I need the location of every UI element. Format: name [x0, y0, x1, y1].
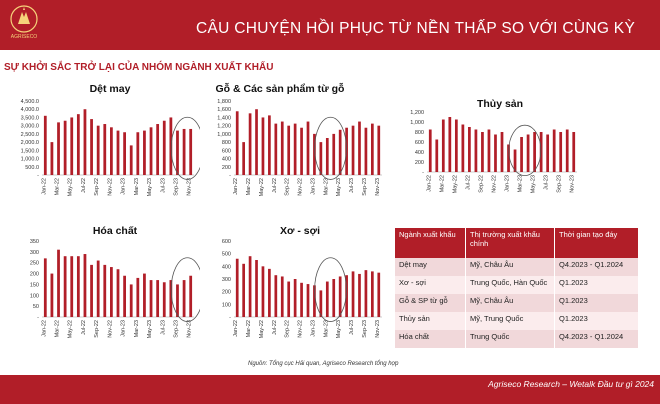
x-tick-label: May-22	[452, 175, 459, 194]
y-tick-label: 400	[221, 264, 231, 271]
x-tick-label: Sep-22	[284, 320, 291, 338]
table-row	[395, 312, 639, 330]
x-tick-label: Mar-22	[439, 175, 446, 193]
table-header-cell: Ngành xuất khẩu	[395, 228, 466, 258]
table-cell: Dệt may	[395, 258, 466, 276]
table-cell: Trung Quốc, Hàn Quốc	[466, 276, 555, 294]
x-tick-label: Sep-23	[361, 320, 368, 338]
bar-Jul-23	[352, 126, 355, 175]
bar-Feb-22	[242, 264, 245, 317]
bar-Jul-22	[84, 254, 87, 317]
bar-Jul-23	[352, 271, 355, 317]
y-tick-label: 500.0	[25, 164, 39, 171]
x-tick-label: Jul-22	[80, 320, 87, 335]
bar-Aug-22	[90, 265, 93, 317]
chart-hoa-chat	[0, 237, 200, 347]
chart-title-hoa-chat: Hóa chất	[92, 225, 138, 237]
section-subtitle: SỰ KHỞI SẮC TRỞ LẠI CỦA NHÓM NGÀNH XUẤT KHẨU	[4, 62, 274, 73]
bar-Jan-22	[429, 130, 432, 173]
y-tick-label: 3,500.0	[20, 115, 39, 122]
bar-Apr-22	[255, 109, 258, 175]
bar-Aug-22	[90, 119, 93, 175]
bar-Oct-22	[103, 265, 106, 317]
y-tick-label: -	[229, 315, 231, 321]
x-tick-label: Sep-23	[173, 178, 180, 196]
y-tick-label: 100	[221, 302, 231, 309]
bar-Apr-23	[143, 131, 146, 175]
x-tick-label: Jul-23	[543, 175, 550, 190]
chart-title-xo-soi: Xơ - sợi	[279, 225, 321, 237]
x-tick-label: Jan-22	[41, 178, 48, 195]
footer-text: Agriseco Research – Wetalk Đầu tư gì 2024	[488, 379, 654, 389]
x-tick-label: Sep-22	[284, 178, 291, 196]
y-tick-label: 1,200	[410, 110, 424, 116]
x-tick-label: Jan-23	[310, 320, 317, 337]
y-tick-label: 1,800	[217, 99, 231, 105]
bar-Mar-23	[136, 132, 139, 175]
x-tick-label: Jul-23	[349, 178, 356, 193]
bar-Feb-22	[51, 142, 54, 175]
bar-Mar-22	[249, 256, 252, 317]
bar-Oct-23	[183, 280, 186, 317]
x-tick-label: May-23	[147, 320, 154, 339]
bar-May-23	[150, 280, 153, 317]
bar-Sep-22	[481, 132, 484, 172]
bar-Oct-22	[294, 124, 297, 175]
bar-Jun-23	[156, 280, 159, 317]
table-cell: Thủy sản	[395, 312, 466, 330]
x-tick-label: May-23	[530, 175, 537, 194]
bar-Feb-22	[242, 142, 245, 175]
trough-highlight-ellipse	[171, 117, 200, 179]
bar-Nov-23	[377, 273, 380, 317]
bar-Aug-23	[553, 130, 556, 173]
source-note: Nguồn: Tổng cục Hải quan, Agriseco Research tổng hợp	[248, 361, 399, 367]
chart-thuy-san	[393, 108, 583, 203]
table-cell: Q1.2023	[555, 276, 639, 294]
y-tick-label: -	[422, 170, 424, 176]
x-tick-label: Jan-23	[310, 178, 317, 195]
bar-Apr-23	[332, 134, 335, 175]
y-tick-label: 3,000.0	[20, 123, 39, 130]
x-tick-label: Jul-22	[271, 320, 278, 335]
x-tick-label: Mar-23	[133, 320, 140, 338]
bar-Feb-22	[435, 140, 438, 173]
x-tick-label: Jul-23	[160, 178, 167, 193]
x-tick-label: Mar-22	[54, 320, 61, 338]
bar-Jun-23	[156, 124, 159, 175]
table-cell: Q1.2023	[555, 312, 639, 330]
y-tick-label: 1,400	[217, 115, 231, 122]
y-tick-label: 200	[221, 164, 231, 171]
bar-Sep-23	[365, 128, 368, 175]
bar-Sep-23	[365, 270, 368, 317]
y-tick-label: 200	[29, 271, 39, 278]
table-cell: Mỹ, Châu Âu	[466, 294, 555, 312]
bar-Nov-22	[110, 267, 113, 317]
bar-Feb-23	[130, 284, 133, 317]
bar-Dec-22	[307, 284, 310, 317]
x-tick-label: Jul-23	[160, 320, 167, 335]
y-tick-label: 600	[221, 148, 231, 155]
table-header-cell: Thời gian tạo đáy	[555, 228, 639, 258]
bar-May-23	[339, 276, 342, 317]
y-tick-label: 4,500.0	[20, 99, 39, 105]
bar-Mar-23	[136, 278, 139, 317]
y-tick-label: 300	[221, 277, 231, 283]
bar-Aug-23	[358, 274, 361, 317]
table-row	[395, 276, 639, 294]
x-tick-label: Nov-22	[107, 178, 114, 196]
bar-Mar-23	[326, 282, 329, 317]
trough-highlight-ellipse	[315, 117, 347, 179]
x-tick-label: Jan-22	[41, 320, 48, 337]
bar-Apr-22	[64, 121, 67, 175]
table-cell: Mỹ, Trung Quốc	[466, 312, 555, 330]
y-tick-label: 1,600	[217, 107, 231, 114]
x-tick-label: Mar-22	[246, 320, 253, 338]
x-tick-label: Jan-23	[120, 320, 127, 337]
bar-Nov-23	[189, 129, 192, 175]
bar-Nov-22	[300, 128, 303, 175]
y-tick-label: 500	[221, 251, 231, 258]
bar-May-22	[70, 117, 73, 175]
x-tick-label: Sep-23	[173, 320, 180, 338]
bar-May-22	[455, 120, 458, 173]
bar-Jan-22	[44, 116, 47, 175]
x-tick-label: Mar-22	[54, 178, 61, 196]
bar-Oct-23	[183, 129, 186, 175]
bar-Jan-22	[44, 258, 47, 317]
bar-Oct-22	[294, 279, 297, 317]
x-tick-label: Nov-23	[374, 320, 381, 338]
bar-Jul-23	[163, 282, 166, 317]
bar-Feb-23	[130, 145, 133, 175]
y-tick-label: 2,000.0	[20, 140, 39, 147]
y-tick-label: 800	[221, 140, 231, 147]
y-tick-label: 150	[29, 282, 39, 289]
bar-May-22	[70, 256, 73, 317]
y-tick-label: 350	[29, 239, 39, 245]
bar-Apr-23	[332, 279, 335, 317]
x-tick-label: Mar-23	[133, 178, 140, 196]
trough-highlight-ellipse	[509, 125, 541, 175]
x-tick-label: Mar-23	[517, 175, 524, 193]
x-tick-label: Nov-23	[374, 178, 381, 196]
bar-Sep-22	[97, 261, 100, 317]
bar-Sep-23	[559, 132, 562, 172]
table-cell: Q1.2023	[555, 294, 639, 312]
x-tick-label: May-22	[67, 178, 74, 197]
trough-highlight-ellipse	[315, 258, 347, 322]
y-tick-label: 250	[29, 260, 39, 267]
bar-Feb-22	[51, 274, 54, 317]
bar-Oct-23	[566, 130, 569, 173]
bar-Mar-23	[520, 137, 523, 172]
x-tick-label: Jul-22	[80, 178, 87, 193]
bar-Jul-22	[274, 275, 277, 317]
bar-Mar-22	[57, 122, 60, 175]
x-tick-label: Nov-23	[186, 320, 193, 338]
bar-Jun-22	[268, 269, 271, 317]
agriseco-logo	[4, 4, 44, 46]
bar-Mar-22	[249, 113, 252, 175]
bar-Apr-22	[448, 117, 451, 172]
x-tick-label: Nov-22	[297, 320, 304, 338]
bar-Jan-22	[236, 259, 239, 317]
y-tick-label: 1,000	[217, 131, 231, 138]
x-tick-label: Jan-22	[233, 178, 240, 195]
x-tick-label: May-22	[67, 320, 74, 339]
footer-bar	[0, 375, 660, 404]
x-tick-label: Sep-23	[361, 178, 368, 196]
bar-Oct-22	[103, 124, 106, 175]
y-tick-label: 600	[414, 140, 424, 146]
chart-title-thuy-san: Thủy sản	[476, 98, 524, 110]
bar-Jun-22	[268, 115, 271, 175]
chart-title-go: Gỗ & Các sản phẩm từ gỗ	[215, 83, 345, 95]
bar-Nov-23	[377, 126, 380, 175]
x-tick-label: Sep-22	[478, 175, 485, 193]
bar-Oct-23	[371, 271, 374, 317]
bar-Oct-22	[488, 130, 491, 173]
chart-title-det-may: Dệt may	[89, 83, 131, 95]
x-tick-label: Jul-22	[465, 175, 472, 190]
y-tick-label: 1,200	[217, 123, 231, 130]
x-tick-label: Sep-23	[556, 175, 563, 193]
y-tick-label: 4,000.0	[20, 107, 39, 114]
bar-May-23	[339, 130, 342, 175]
table-cell: Q4.2023 - Q1.2024	[555, 330, 639, 348]
table-cell: Gỗ & SP từ gỗ	[395, 294, 466, 312]
bar-Jul-23	[163, 121, 166, 175]
y-tick-label: 1,000	[410, 120, 424, 126]
bar-Nov-23	[572, 132, 575, 172]
x-tick-label: Jan-23	[120, 178, 127, 195]
bar-Jul-23	[546, 135, 549, 173]
y-tick-label: 300	[29, 249, 39, 256]
chart-xo-soi	[198, 237, 388, 347]
y-tick-label: 600	[221, 239, 231, 245]
x-tick-label: Jan-22	[233, 320, 240, 337]
bar-Dec-22	[117, 269, 120, 317]
x-tick-label: May-23	[336, 320, 343, 339]
y-tick-label: -	[37, 173, 39, 179]
bar-Mar-23	[326, 138, 329, 175]
bar-Nov-22	[110, 127, 113, 175]
bar-Apr-22	[64, 256, 67, 317]
bar-Sep-23	[176, 131, 179, 175]
bar-May-23	[150, 127, 153, 175]
y-tick-label: 400	[414, 150, 424, 156]
bar-Mar-22	[57, 250, 60, 317]
table-row	[395, 294, 639, 312]
bar-Apr-23	[143, 274, 146, 317]
x-tick-label: May-22	[258, 320, 265, 339]
bar-Sep-22	[287, 282, 290, 317]
bar-May-22	[262, 266, 265, 317]
x-tick-label: May-23	[147, 178, 154, 197]
logo-text: AGRISECO	[10, 34, 38, 40]
bar-Nov-22	[300, 283, 303, 317]
bar-Jul-22	[468, 127, 471, 172]
y-tick-label: 200	[414, 160, 424, 166]
bar-Jun-22	[77, 256, 80, 317]
bar-May-22	[262, 117, 265, 175]
x-tick-label: Jan-23	[504, 175, 511, 192]
x-tick-label: Mar-23	[323, 178, 330, 196]
table-header-cell: Thị trường xuất khẩu chính	[466, 228, 555, 258]
x-tick-label: Nov-22	[491, 175, 498, 193]
bar-Oct-23	[371, 124, 374, 175]
trough-highlight-ellipse	[171, 258, 200, 322]
bar-Dec-22	[307, 122, 310, 175]
x-tick-label: Nov-23	[569, 175, 576, 193]
table-cell: Mỹ, Châu Âu	[466, 258, 555, 276]
x-tick-label: May-22	[258, 178, 265, 197]
y-tick-label: 400	[221, 156, 231, 163]
bar-Jul-22	[274, 124, 277, 175]
table-header-row	[395, 228, 639, 258]
y-tick-label: 800	[414, 130, 424, 136]
y-tick-label: 50	[32, 304, 39, 311]
chart-det-may	[0, 95, 200, 205]
x-tick-label: Jan-22	[426, 175, 433, 192]
bar-Sep-23	[176, 284, 179, 317]
bar-Aug-22	[281, 122, 284, 175]
y-tick-label: 100	[29, 293, 39, 300]
chart-go	[198, 95, 388, 205]
x-tick-label: Nov-22	[297, 178, 304, 196]
bar-Jun-22	[77, 114, 80, 175]
table-cell: Xơ - sợi	[395, 276, 466, 294]
x-tick-label: Mar-22	[246, 178, 253, 196]
header-bar	[0, 0, 660, 50]
bar-Sep-22	[97, 126, 100, 175]
x-tick-label: Sep-22	[94, 320, 101, 338]
bar-Sep-22	[287, 126, 290, 175]
x-tick-label: Jul-22	[271, 178, 278, 193]
bar-Aug-22	[281, 276, 284, 317]
bar-Jul-22	[84, 109, 87, 175]
table-row	[395, 258, 639, 276]
bar-Nov-22	[494, 135, 497, 173]
bar-Dec-22	[501, 132, 504, 172]
x-tick-label: Nov-22	[107, 320, 114, 338]
y-tick-label: -	[37, 315, 39, 321]
y-tick-label: 200	[221, 289, 231, 296]
bar-Jun-22	[462, 125, 465, 173]
bar-Mar-22	[442, 120, 445, 173]
export-sector-table	[395, 228, 639, 348]
x-tick-label: Jul-23	[349, 320, 356, 335]
x-tick-label: May-23	[336, 178, 343, 197]
bar-Jan-23	[123, 276, 126, 317]
x-tick-label: Sep-22	[94, 178, 101, 196]
table-row	[395, 330, 639, 348]
bar-Aug-22	[475, 130, 478, 173]
x-tick-label: Nov-23	[186, 178, 193, 196]
bar-Feb-23	[320, 142, 323, 175]
y-tick-label: 2,500.0	[20, 131, 39, 138]
table-cell: Hóa chất	[395, 330, 466, 348]
bar-Jan-23	[123, 132, 126, 175]
y-tick-label: -	[229, 173, 231, 179]
page-title: CÂU CHUYỆN HỒI PHỤC TỪ NỀN THẤP SO VỚI CÙNG KỲ	[196, 20, 636, 37]
bar-Dec-22	[117, 131, 120, 175]
bar-Apr-23	[527, 135, 530, 173]
bar-Aug-23	[358, 122, 361, 175]
table-cell: Trung Quốc	[466, 330, 555, 348]
y-tick-label: 1,500.0	[20, 148, 39, 155]
table-cell: Q4.2023 - Q1.2024	[555, 258, 639, 276]
bar-May-23	[533, 132, 536, 172]
bar-Nov-23	[189, 276, 192, 317]
bar-Apr-22	[255, 260, 258, 317]
y-tick-label: 1,000.0	[20, 156, 39, 163]
bar-Jan-22	[236, 111, 239, 175]
x-tick-label: Mar-23	[323, 320, 330, 338]
